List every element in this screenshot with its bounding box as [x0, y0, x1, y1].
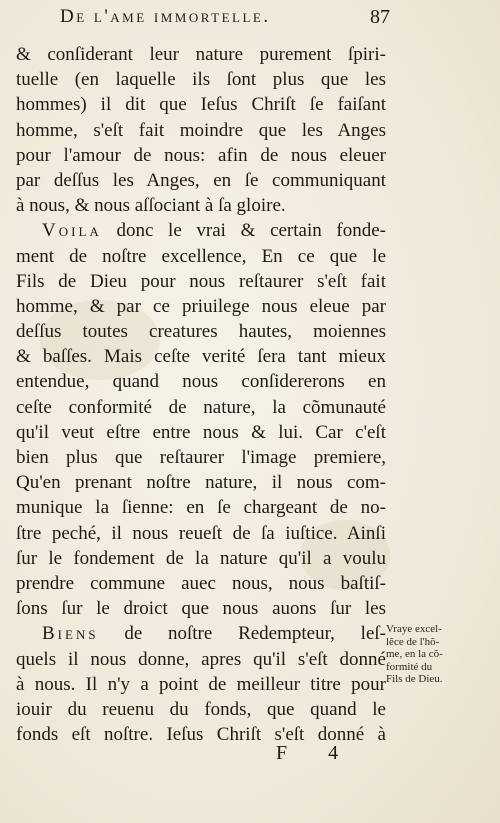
text-line: à nous. Il n'y a point de meilleur titre pour	[16, 673, 386, 695]
text-line: iouir du reuenu du fonds, que quand le	[16, 698, 386, 720]
text-line: deſſus toutes creatures hautes, moiennes	[16, 321, 386, 343]
page-number: 87	[370, 6, 390, 28]
text-line: hommes) il dit que Ieſus Chriſt ſe faiſant	[16, 94, 386, 116]
text-line: ment de noſtre excellence, En ce que le	[16, 245, 386, 267]
text-line: ſtre peché, il nous reueſt de ſa iuſtice. Ainſi	[16, 522, 386, 544]
margin-note-line: formité du	[386, 660, 433, 673]
text-line: homme, s'eſt fait moindre que les Anges	[16, 119, 386, 141]
margin-note-line: me, en la cõ-	[386, 648, 443, 660]
text-line: Qu'en prenant noſtre nature, il nous com-	[16, 472, 386, 494]
text-line: qu'il veut eſtre entre nous & lui. Car c'eſt	[16, 421, 386, 443]
text-line: fonds eſt noſtre. Ieſus Chriſt s'eſt donné à	[16, 724, 386, 746]
small-caps-word: Biens	[42, 623, 99, 645]
body-text	[16, 42, 386, 747]
margin-note-line: Fils de Dieu.	[386, 673, 443, 685]
text-line: à nous, & nous aſſociant à ſa gloire.	[16, 195, 286, 217]
text-line: homme, & par ce priuilege nous eleue par	[16, 295, 386, 317]
text-line: Fils de Dieu pour nous reſtaurer s'eſt fait	[16, 270, 386, 292]
margin-note-line: lẽce de l'hõ-	[386, 635, 440, 648]
margin-note-line: Vraye excel-	[386, 623, 442, 635]
paragraph-start-line: Biens de noſtre Redempteur, leſ-	[42, 623, 386, 645]
text-line: quels il nous donne, apres qu'il s'eſt donné	[16, 648, 386, 670]
text-line: entendue, quand nous conſidererons en	[16, 371, 386, 393]
running-title: De l'ame immortelle.	[60, 6, 271, 27]
text-line: munique la ſienne: en ſe chargeant de no-	[16, 497, 386, 519]
small-caps-word: Voila	[42, 220, 102, 242]
text-line: bien plus que reſtaurer l'image premiere,	[16, 447, 386, 468]
text-line: & conſiderant leur nature purement ſpiri-	[16, 44, 386, 65]
text-line: prendre commune auec nous, nous baſtiſ-	[16, 572, 386, 594]
margin-note	[386, 623, 478, 686]
signature-mark: F 4	[276, 742, 357, 764]
text-line: pour l'amour de nous: afin de nous eleuer	[16, 144, 386, 166]
paragraph-start-line: Voila donc le vrai & certain fonde-	[42, 220, 386, 242]
text-line: ſons ſur le droict que nous auons ſur les	[16, 598, 386, 620]
text-line: par deſſus les Anges, en ſe communiquant	[16, 169, 386, 191]
text-line: tuelle (en laquelle ils ſont plus que les	[16, 69, 386, 91]
text-line: ceſte conformité de nature, la cõmunauté	[16, 396, 386, 418]
text-line: & baſſes. Mais ceſte verité ſera tant mieux	[16, 346, 386, 368]
text-line: ſur le fondement de la nature qu'il a voulu	[16, 547, 386, 569]
running-header	[60, 6, 390, 28]
